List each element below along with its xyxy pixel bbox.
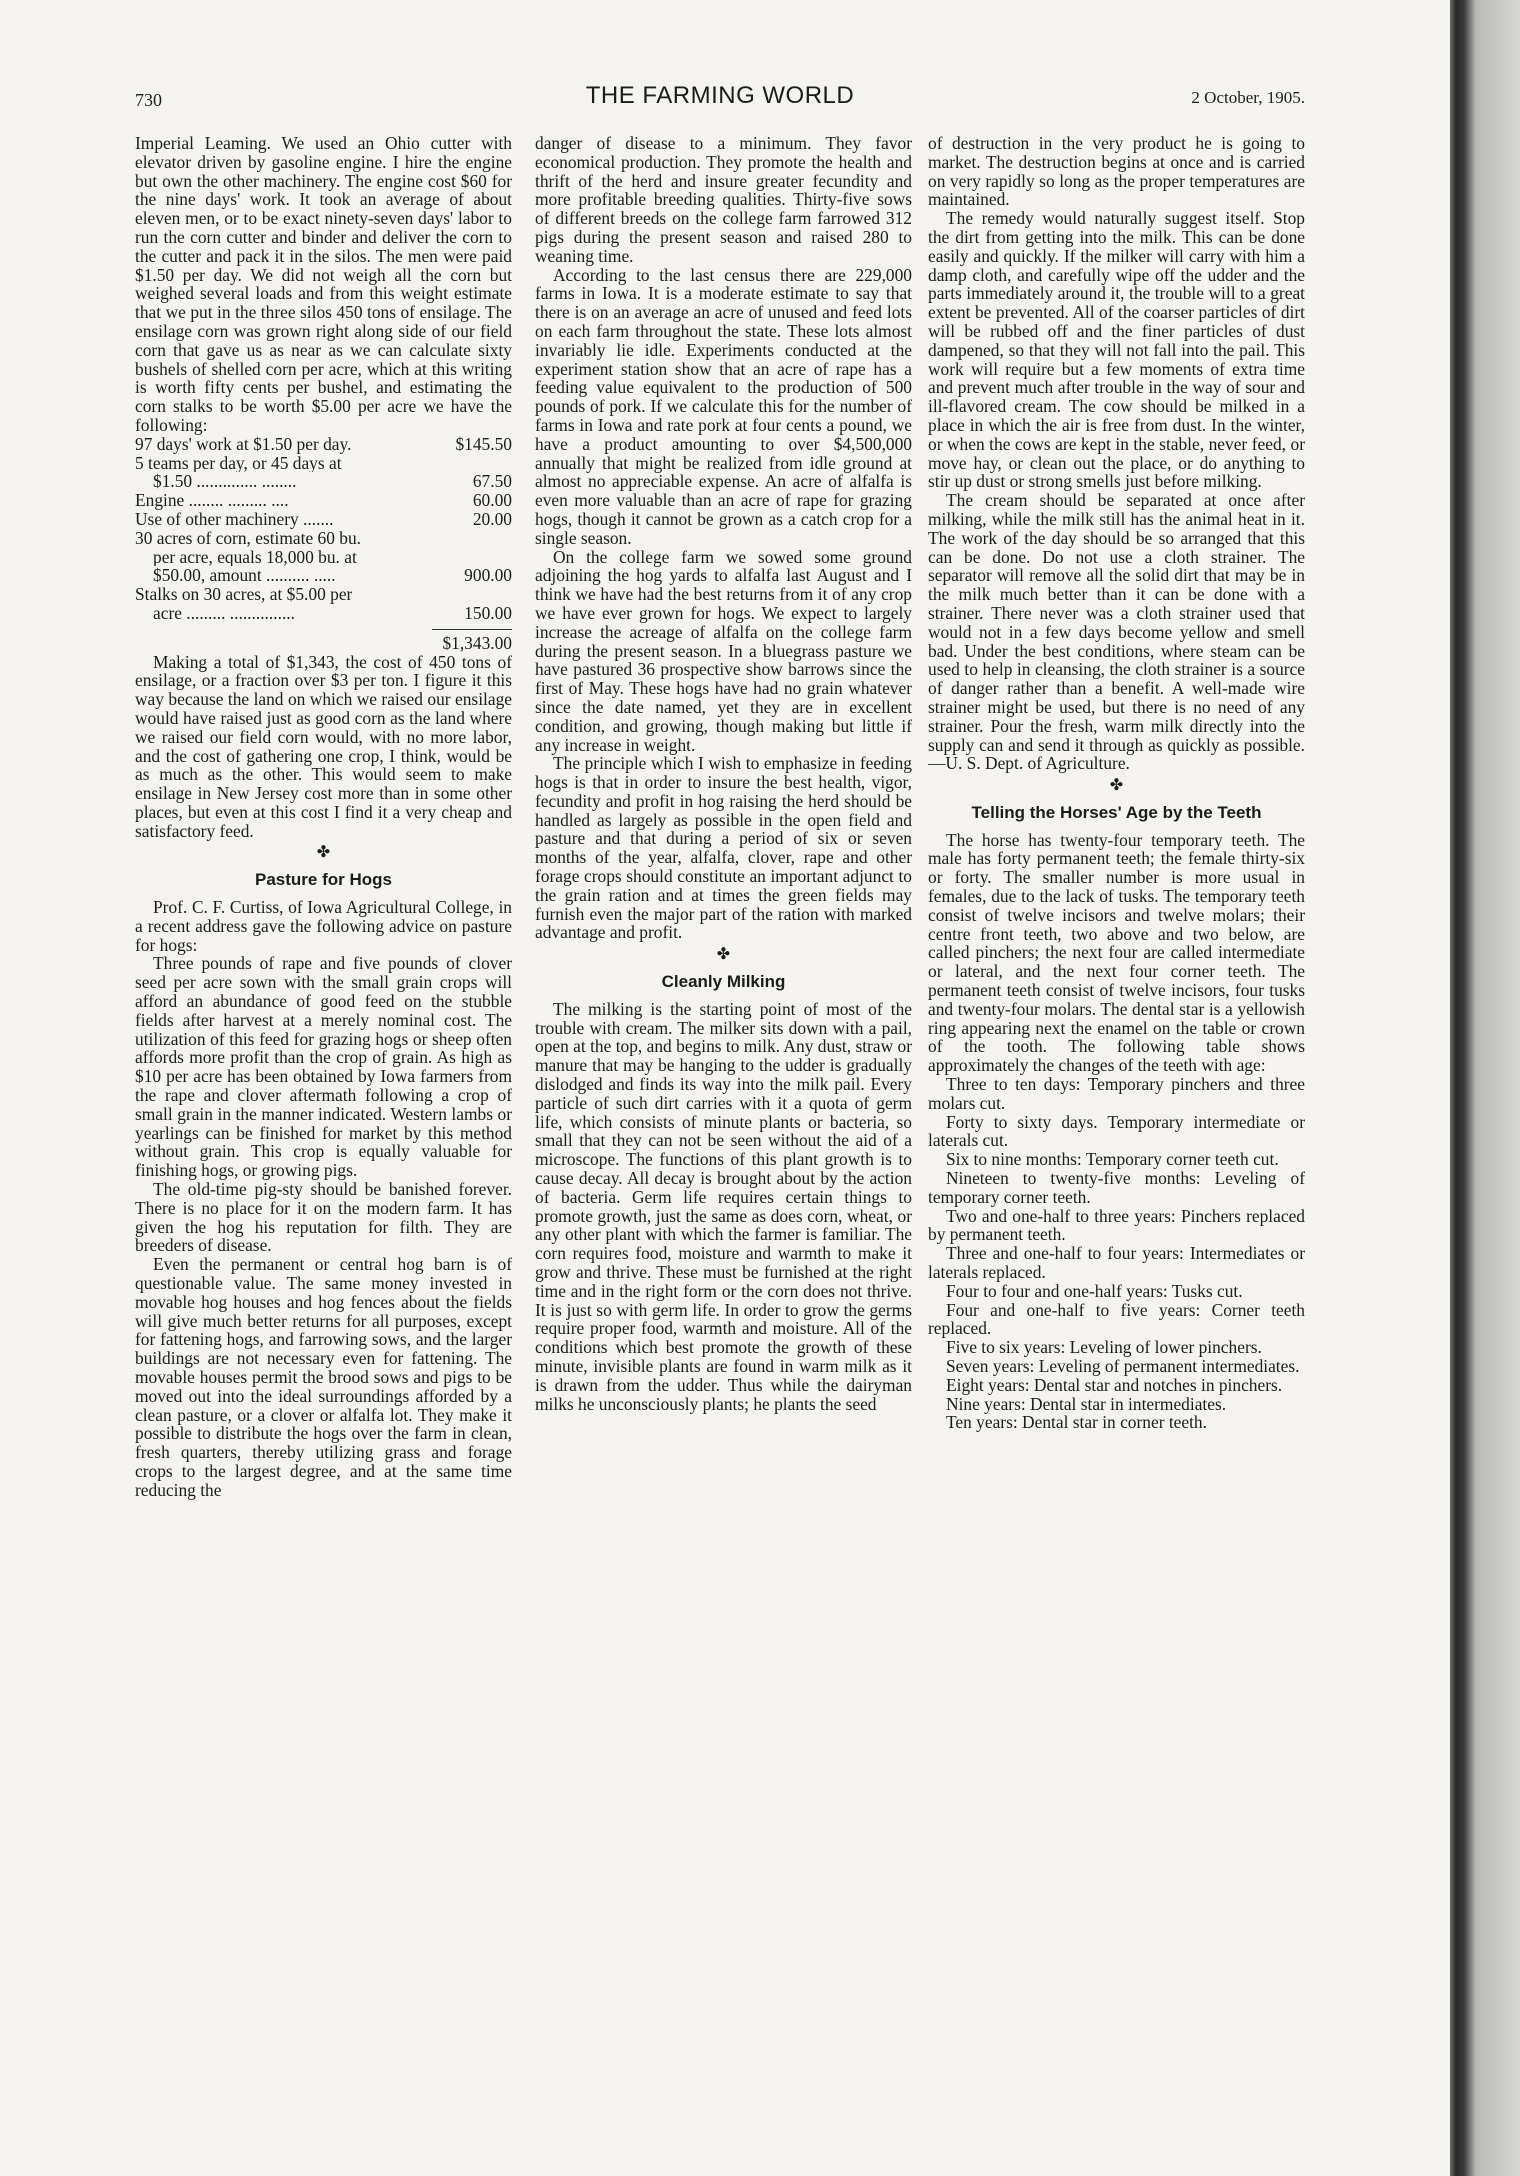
paragraph: The horse has twenty-four temporary teeth. The male has forty permanent teeth; the female thirty-six or forty. The smaller number is more usual in females, due to the lack of tusks. The temporary teeth consist of twelve incisors and twelve molars; their centre front teeth, two above and two below, are called pinchers; the next four are called intermediate or lateral, and the next four corner teeth. The permanent teeth consist of twelve incisors, four tusks and twenty-four molars. The dental star is a yellowish ring appearing next the enamel on the table or crown of the tooth. The following table shows approximately the changes of the teeth with age: (928, 829, 1305, 1076)
age-table-entry: Six to nine months: Temporary corner teeth cut. (946, 1149, 1279, 1170)
ledger-amount: 150.00 (464, 602, 512, 623)
ledger-amount: 60.00 (472, 490, 512, 511)
paragraph: Even the permanent or central hog barn is of questionable value. The same money invested in movable hog houses and hog fences about the fields will give much better returns for all purposes, except for fattening hogs, and farrowing sows, and the larger buildings are not necessary even for fattening. The movable houses permit the brood sows and pigs to be moved out into the ideal surroundings afforded by a clean pasture, or a clover or alfalfa lot. They make it possible to distribute the hogs over the farm in clean, fresh quarters, thereby utilizing grass and forage crops to the largest degree, and at the same time reducing the (135, 1254, 512, 1500)
ledger-amount: $145.50 (455, 433, 512, 454)
paragraph: The remedy would naturally suggest itself. Stop the dirt from getting into the milk. This can be done easily and quickly. If the milker will carry with him a damp cloth, and carefully wipe off the udder and the parts immediately around it, the trouble will to a great extent be prevented. All of the coarser particles of dirt will be rubbed off and the finer particles of dust dampened, so that they will not fall into the pail. This work will require but a few moments of extra time and prevent much after trouble in the way of sour and ill-flavored cream. The cow should be milked in a place in which the air is free from dust. In the winter, or when the cows are kept in the stable, never feed, or move hay, or clean out the place, or do anything to stir up dust or strong smells just before milking. (928, 208, 1305, 492)
ledger-row (135, 548, 512, 567)
ledger-total: $1,343.00 (442, 632, 512, 653)
ledger-item: Stalks on 30 acres, at $5.00 per (135, 585, 353, 604)
ledger-item: per acre, equals 18,000 bu. at (153, 547, 357, 567)
ledger-row (135, 510, 512, 529)
column-1 (135, 134, 512, 2044)
ledger-item: 97 days' work at $1.50 per day. (135, 434, 352, 454)
ledger-item: $1.50 .............. ........ (153, 472, 297, 492)
paragraph: According to the last census there are 229,000 farms in Iowa. It is a moderate estimate to say that there is on an average an acre of unused and feed lots on each farm throughout the state. These lots almost invariably lie idle. Experiments conducted at the experiment station show that an acre of rape has a feeding value equivalent to the production of 500 pounds of pork. If we calculate this for the number of farms in Iowa and rate pork at four cents a pound, we have a product amounting to over $4,500,000 annually that might be realized from idle ground at almost no appreciable expense. An acre of alfalfa is even more valuable than an acre of rape for grazing hogs, though it cannot be grown as a catch crop for a single season. (535, 264, 912, 548)
paragraph: of destruction in the very product he is going to market. The destruction begins at once and is carried on very rapidly so long as the proper temperatures are maintained. (928, 134, 1305, 210)
age-table-entry: Three to ten days: Temporary pinchers and three molars cut. (928, 1074, 1305, 1113)
paragraph: Three pounds of rape and five pounds of clover seed per acre sown with the small grain crops will afford an abundance of good feed on the stubble fields after harvest at a merely nominal cost. The utilization of this feed for grazing hogs or sheep often affords more profit than the crop of grain. As high as $10 per acre has been obtained by Iowa farmers from the rape and clover aftermath following a crop of small grain in the manner indicated. Western lambs or yearlings can be finished for market by this method without grain. This crop is equally valuable for finishing hogs, or growing pigs. (135, 953, 512, 1181)
ledger-rule (432, 629, 512, 630)
section-heading: Cleanly Milking (661, 972, 786, 992)
paragraph: On the college farm we sowed some ground adjoining the hog yards to alfalfa last August and I think we have had the best returns from it of any crop we have ever grown for hogs. We expect to largely increase the acreage of alfalfa on the college farm during the present season. In a bluegrass pasture we have pastured 36 prospective show barrows since the first of May. These hogs have had no grain whatever since the date named, yet they are in excellent condition, and growing, though making but little if any increase in weight. (535, 546, 912, 755)
paragraph: The principle which I wish to emphasize in feeding hogs is that in order to insure the best health, vigor, fecundity and profit in hog raising the herd should be handled as largely as possible in the open field and pasture and that during a period of six or seven months of the year, alfalfa, clover, rape and other forage crops should constitute an important adjunct to the grain ration and at times the green fields may furnish even the major part of the ration with marked advantage and profit. (535, 753, 912, 943)
age-table-entry: Nine years: Dental star in intermediates. (946, 1393, 1227, 1414)
ledger-item: Engine ........ ......... .... (135, 491, 289, 510)
publication-title: THE FARMING WORLD (585, 82, 855, 109)
section-heading: Telling the Horses' Age by the Teeth (971, 802, 1262, 822)
age-table-entry: Forty to sixty days. Temporary intermediate or laterals cut. (928, 1111, 1305, 1151)
section-heading: Pasture for Hogs (255, 870, 392, 890)
paragraph: The cream should be separated at once after milking, while the milk still has the animal heat in it. The work of the day should be so arranged that this can be done. Do not use a cloth strainer. The separator will remove all the solid dirt that may be in the milk much better than it can be done with a strainer. There never was a cloth strainer used that would not in a few days become yellow and smell bad. Under the best conditions, where steam can be used to help in cleansing, the cloth strainer is a source of danger rather than a benefit. A well-made wire strainer might be used, but there is no need of any strainer. Pour the fresh, warm milk directly into the supply can and send it through as quickly as possible.—U. S. Dept. of Agriculture. (928, 490, 1305, 774)
issue-date: 2 October, 1905. (1191, 88, 1305, 107)
ledger-item: $50.00, amount .......... ..... (153, 566, 336, 586)
ledger-item: acre ......... ............... (153, 603, 295, 623)
paragraph: Making a total of $1,343, the cost of 450 tons of ensilage, or a fraction over $3 per ton. I figure it this way because the land on which we raised our ensilage would have raised just as good corn as the land where we raised our field corn would, with no more labor, and the cost of gathering one crop, I think, would be as much as the other. This would seem to make ensilage in New Jersey cost more than in some other places, but even at this cost I find it a very cheap and satisfactory feed. (135, 651, 512, 841)
age-table-entry: Two and one-half to three years: Pinchers replaced by permanent teeth. (928, 1205, 1305, 1245)
running-header (135, 82, 1305, 118)
age-table-entry: Four and one-half to five years: Corner teeth replaced. (928, 1299, 1305, 1339)
ledger-amount: 20.00 (472, 508, 512, 529)
paragraph: Prof. C. F. Curtiss, of Iowa Agricultural College, in a recent address gave the following advice on pasture for hogs: (135, 897, 512, 955)
age-table-entry: Four to four and one-half years: Tusks cut. (946, 1280, 1243, 1301)
page-number: 730 (135, 90, 162, 110)
ornament-icon: ✤ (716, 946, 731, 964)
ledger-item: 30 acres of corn, estimate 60 bu. (135, 528, 362, 548)
age-table-entry: Five to six years: Leveling of lower pinchers. (946, 1337, 1262, 1358)
age-table-entry: Eight years: Dental star and notches in pinchers. (946, 1374, 1283, 1395)
ledger-row (135, 604, 512, 623)
cost-ledger (135, 435, 512, 653)
book-binding-edge (1450, 0, 1520, 2176)
ornament-icon: ✤ (1109, 777, 1124, 795)
ledger-amount: 900.00 (464, 565, 512, 586)
ledger-item: Use of other machinery ....... (135, 509, 334, 529)
paragraph: The milking is the starting point of most of the trouble with cream. The milker sits down with a pail, open at the top, and begins to milk. Any dust, straw or manure that may be hanging to the udder is gradually dislodged and finds its way into the milk pail. Every particle of such dirt carries with it a quota of germ life, which consists of minute plants or bacteria, so small that they can not be seen without the aid of a microscope. The functions of this plant growth is to cause decay. All decay is brought about by the action of bacteria. Germ life requires certain things to promote growth, just the same as does corn, wheat, or any other plant with which the farmer is familiar. The corn requires food, moisture and warmth to make it grow and thrive. These must be furnished at the right time and in the right form or the corn does not thrive. It is just so with germ life. In order to grow the germs require proper food, warmth and moisture. All of the conditions which best promote the growth of these minute, invisible plants are found in warm milk as it is drawn from the udder. Thus while the dairyman milks he unconsciously plants; he plants the seed (535, 998, 912, 1414)
ledger-item: 5 teams per day, or 45 days at (135, 453, 342, 473)
paragraph: The old-time pig-sty should be banished forever. There is no place for it on the modern farm. It has given the hog his reputation for filth. They are breeders of disease. (135, 1179, 512, 1256)
ornament-icon: ✤ (316, 844, 331, 862)
column-3 (928, 134, 1305, 2044)
ledger-row (135, 472, 512, 491)
ledger-row (135, 491, 512, 510)
ledger-row (135, 566, 512, 585)
ledger-row (135, 435, 512, 454)
age-table-entry: Nineteen to twenty-five months: Leveling of temporary corner teeth. (928, 1168, 1305, 1207)
paragraph: danger of disease to a minimum. They favor economical production. They promote the health and thrift of the herd and insure greater fecundity and more profitable breeding qualities. Thirty-five sows of different breeds on the college farm farrowed 312 pigs during the present season and raised 280 to weaning time. (535, 134, 912, 266)
paragraph: Imperial Leaming. We used an Ohio cutter with elevator driven by gasoline engine. I hire the engine but own the other machinery. The engine cost $60 for the nine days' work. It took an average of about eleven men, or to be exact ninety-seven days' labor to run the corn cutter and binder and deliver the corn to the cutter and pack it in the silos. The men were paid $1.50 per day. We did not weigh all the corn but weighed several loads and from this weight estimate that we put in the three silos 450 tons of ensilage. The ensilage corn was grown right along side of our field corn that gave us as near as we can calculate sixty bushels of shelled corn per acre, which at this writing is worth fifty cents per bushel, and estimating the corn stalks to be worth $5.00 per acre we have the following: (135, 134, 512, 435)
age-table-entry: Seven years: Leveling of permanent intermediates. (946, 1356, 1300, 1376)
ledger-row (135, 454, 512, 473)
age-table-entry: Ten years: Dental star in corner teeth. (946, 1412, 1207, 1433)
ledger-amount: 67.50 (472, 471, 512, 492)
column-2 (535, 134, 912, 2044)
ledger-row (135, 529, 512, 548)
ledger-row (135, 585, 512, 604)
age-table-entry: Three and one-half to four years: Intermediates or laterals replaced. (928, 1243, 1305, 1283)
